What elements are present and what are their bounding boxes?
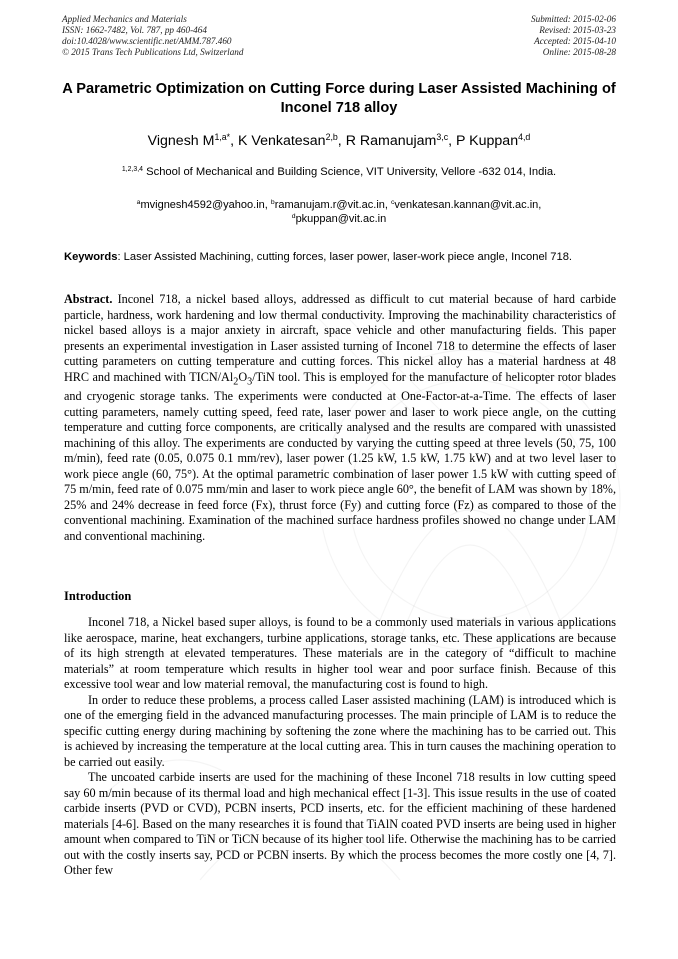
date-submitted: Submitted: 2015-02-06 [531,14,616,24]
author-affiliation-mark: 3,c [436,132,449,143]
author-affiliation-mark: 2,b [325,132,338,143]
author-name: Vignesh M [147,133,215,149]
author-separator: , [337,133,346,149]
email-address: mvignesh4592@yahoo.in, [140,199,271,211]
paper-title: A Parametric Optimization on Cutting Force during Laser Assisted Machining of Inconel 718 alloy [62,81,616,116]
abstract-text: Inconel 718, a nickel based alloys, addressed as difficult to cut material because of hard carbide particle, hardness, work hardening and low thermal conductivity. Improving the machinability characteristics of nickel based alloys is a major anxiety in aircraft, space vehicle and other manufacturing fields. This paper presents an experimental investigation in Laser assisted turning of Inconel 718 to determine the effects of laser cutting parameters on cutting temperature and cutting forces. This nickel alloy has a material hardness at 48 HRC and machined with TICN/Al [64,292,616,384]
email-address: ramanujam.r@vit.ac.in, [274,199,391,211]
email-address: pkuppan@vit.ac.in [295,213,387,225]
paragraph: The uncoated carbide inserts are used for the machining of these Inconel 718 results in low cutting speed say 60 m/min because of its thermal load and high mechanical effect [1-3]. This issue results in the use of coated carbide inserts (PVD or CVD), PCBN inserts, PCD inserts, etc. for the efficient machining of these hardened materials [4-6]. Based on the many researches it is found that TiAlN coated PVD inserts are being used in higher amount when compared to TiN or TiCN because of its higher tool life. Otherwise the machining has to be carried out with the costly inserts say, PCD or PCBN inserts. By which the process becomes the more costly one [4, 7]. Other few [64,770,616,877]
section-heading: Introduction [64,589,132,603]
date-accepted: Accepted: 2015-04-10 [534,36,616,46]
abstract-text: O [238,369,248,384]
keywords-label: Keywords [64,251,118,263]
email-line [60,212,618,226]
journal-info [62,14,243,58]
subscript: 2 [233,375,239,387]
keywords-text: : Laser Assisted Machining, cutting forces, laser power, laser-work piece angle, Inconel 718. [117,251,573,263]
affiliation-text: School of Mechanical and Building Science, VIT University, Vellore -632 014, India. [143,166,557,178]
author-name: R Ramanujam [345,133,437,149]
affiliation-mark: 1,2,3,4 [121,166,144,174]
author-name: P Kuppan [456,133,519,149]
introduction-body [64,615,616,879]
author-list [60,133,618,149]
email-mark: d [291,213,296,221]
abstract [64,292,616,544]
date-revised: Revised: 2015-03-23 [539,25,616,35]
abstract-label: Abstract. [64,292,113,306]
author-emails [60,198,618,226]
author-separator: , [230,133,238,149]
email-address: venkatesan.kannan@vit.ac.in, [394,199,542,211]
journal-copyright: © 2015 Trans Tech Publications Ltd, Switzerland [62,47,244,57]
author-affiliation-mark: 4,d [518,132,531,143]
author-affiliation-mark: 1,a* [214,132,231,143]
keywords [64,250,616,264]
subscript: 3 [247,375,253,387]
date-online: Online: 2015-08-28 [542,47,616,57]
email-mark: a [136,199,141,207]
publication-dates [531,14,616,58]
journal-doi: doi:10.4028/www.scientific.net/AMM.787.460 [62,36,232,46]
journal-issn: ISSN: 1662-7482, Vol. 787, pp 460-464 [62,25,207,35]
email-line [60,198,618,212]
author-name: K Venkatesan [238,133,326,149]
paragraph: Inconel 718, a Nickel based super alloys, is found to be a commonly used materials in various applications like aerospace, marine, heat exchangers, turbine applications, storage tanks, etc. These applications are because of its high strength at elevated temperatures. These materials are in the category of “difficult to machine materials” at room temperature which results in higher tool wear and poor surface finish. Because of this excessive tool wear and low material removal, the manufacturing cost is found to high. [64,615,616,691]
affiliation [60,166,618,178]
author-separator: , [448,133,457,149]
journal-name: Applied Mechanics and Materials [62,14,187,24]
abstract-text: /TiN tool. This is employed for the manufacture of helicopter rotor blades and cryogenic storage tanks. The experiments were conducted at One-Factor-at-a-Time. The effects of laser cutting parameters, namely cutting speed, feed rate, laser power and laser to work piece angle, on the cutting temperature and cutting force components, are critically analysed and the results are compared with unassisted machining of this alloy. The experiments are conducted by varying the cutting speed at three levels (50, 75, 100 m/min), feed rate (0.05, 0.075 0.1 mm/rev), laser power (1.25 kW, 1.5 kW, 1.75 kW) and at two level laser to work piece angle (60, 75°). At the optimal parametric combination of laser power 1.5 kW with cutting speed of 75 m/min, feed rate of 0.075 mm/min and laser to work piece angle 60°, the benefit of LAM was shown by 18%, 25% and 24% decrease in feed force (Fx), thrust force (Fy) and cutting force (Fz) as compared to those of the conventional machining. Examination of the machined surface hardness profiles showed no change under LAM and conventional machining. [64,369,616,543]
email-mark: b [270,199,275,207]
paragraph: In order to reduce these problems, a process called Laser assisted machining (LAM) is introduced which is one of the emerging field in the advanced manufacturing processes. The main principle of LAM is to reduce the specific cutting energy during machining by softening the zone where the machining has to be carried out. This is achieved by increasing the temperature at the local cutting area. This in turn causes the machining operation to be carried out easily. [64,692,616,769]
email-mark: c [391,199,395,207]
